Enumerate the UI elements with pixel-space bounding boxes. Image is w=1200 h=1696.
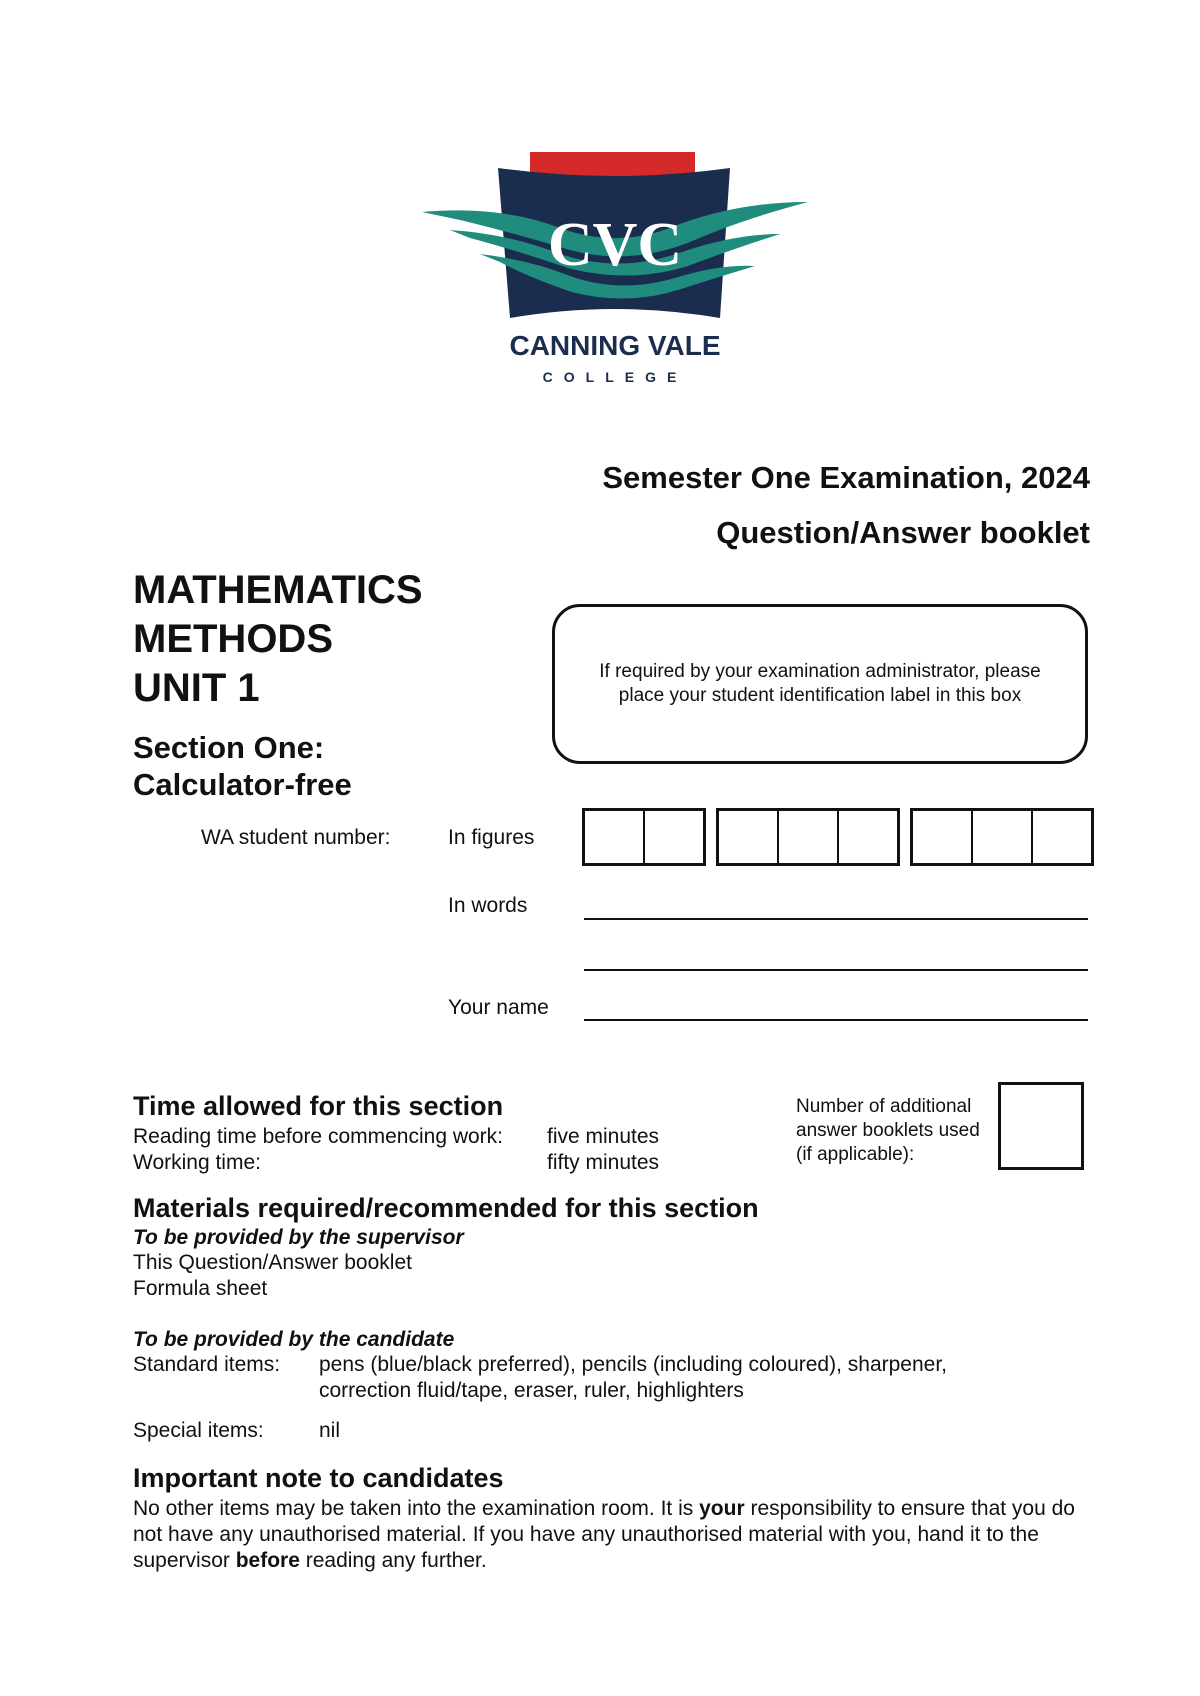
standard-items-line: correction fluid/tape, eraser, ruler, highlighters: [319, 1379, 744, 1402]
in-words-line-2[interactable]: [584, 969, 1088, 971]
section-title: [133, 729, 352, 803]
digit-cell[interactable]: [643, 811, 703, 863]
note-text: reading any further.: [299, 1549, 487, 1572]
supervisor-heading: To be provided by the supervisor: [133, 1226, 464, 1249]
logo-college-word: COLLEGE: [542, 369, 688, 385]
digit-cell[interactable]: [1031, 811, 1091, 863]
standard-items-line: pens (blue/black preferred), pencils (including coloured), sharpener,: [319, 1353, 948, 1376]
supervisor-item: Formula sheet: [133, 1277, 268, 1300]
in-figures-label: In figures: [448, 826, 535, 849]
your-name-line[interactable]: [584, 1019, 1088, 1021]
booklet-type: Question/Answer booklet: [716, 515, 1090, 550]
digit-cell[interactable]: [971, 811, 1031, 863]
reading-time-label: Reading time before commencing work:: [133, 1125, 504, 1148]
digit-cell[interactable]: [913, 811, 971, 863]
digit-group[interactable]: [716, 808, 900, 866]
your-name-label: Your name: [448, 996, 549, 1019]
reading-time-value: five minutes: [547, 1125, 660, 1148]
working-time-value: fifty minutes: [547, 1151, 660, 1174]
logo-monogram: CVC: [547, 211, 683, 279]
subject-line: MATHEMATICS: [133, 568, 423, 612]
digit-cell[interactable]: [585, 811, 643, 863]
digit-group[interactable]: [910, 808, 1094, 866]
digit-cell[interactable]: [777, 811, 837, 863]
candidate-heading: To be provided by the candidate: [133, 1328, 455, 1351]
id-label-box: [552, 604, 1088, 764]
in-words-label: In words: [448, 894, 528, 917]
working-time-label: Working time:: [133, 1151, 261, 1174]
id-box-text: If required by your examination administrator, please: [599, 661, 1041, 682]
additional-line: Number of additional: [796, 1096, 972, 1117]
in-words-line-1[interactable]: [584, 918, 1088, 920]
additional-booklets-label: [796, 1095, 980, 1167]
note-emphasis: before: [235, 1549, 300, 1572]
materials-heading: Materials required/recommended for this section: [133, 1193, 759, 1223]
digit-cell[interactable]: [837, 811, 897, 863]
additional-line: (if applicable):: [796, 1144, 915, 1165]
note-text: No other items may be taken into the examination room. It is: [133, 1497, 700, 1520]
supervisor-item: This Question/Answer booklet: [133, 1251, 412, 1274]
subject-line: METHODS: [133, 617, 333, 661]
college-logo: [420, 150, 810, 385]
important-note-text: [133, 1496, 1093, 1574]
special-items-label: Special items:: [133, 1419, 264, 1442]
additional-line: answer booklets used: [796, 1120, 980, 1141]
time-heading: Time allowed for this section: [133, 1091, 504, 1121]
logo-college-name: CANNING VALE: [509, 330, 721, 361]
id-box-text: place your student identification label in this box: [618, 685, 1022, 706]
note-text: responsibility to ensure that you do not have any unauthorised material. If you have any unauthorised material with you, hand it to the supervisor: [133, 1497, 1075, 1572]
student-number-boxes[interactable]: [582, 808, 1094, 866]
digit-group[interactable]: [582, 808, 706, 866]
important-note-heading: Important note to candidates: [133, 1463, 504, 1493]
digit-cell[interactable]: [719, 811, 777, 863]
section-line: Section One:: [133, 730, 325, 765]
exam-title: Semester One Examination, 2024: [602, 460, 1090, 495]
special-items-value: nil: [319, 1419, 341, 1442]
additional-booklets-box[interactable]: [998, 1082, 1084, 1170]
standard-items-label: Standard items:: [133, 1353, 281, 1376]
student-number-label: WA student number:: [201, 826, 391, 849]
section-line: Calculator-free: [133, 767, 352, 802]
subject-title: [133, 566, 423, 713]
subject-line: UNIT 1: [133, 666, 260, 710]
note-emphasis: your: [699, 1497, 745, 1520]
